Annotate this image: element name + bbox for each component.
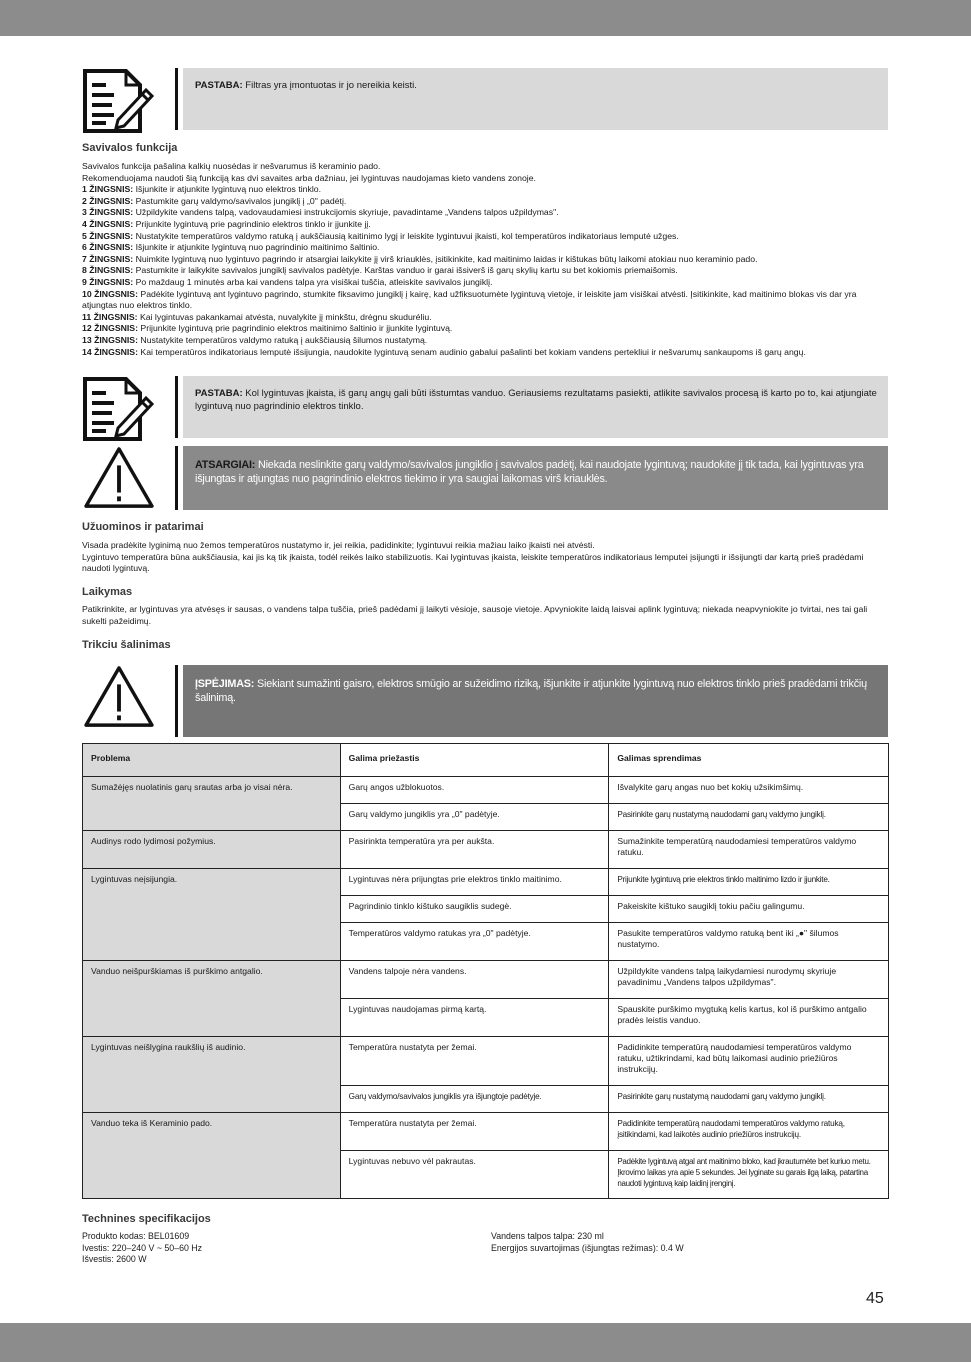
step-item: 11 ŽINGSNIS: Kai lygintuvas pakankamai atvėsta, nuvalykite jį minkštu, drėgnu skuduréliu. bbox=[82, 311, 432, 322]
note-label: PASTABA: bbox=[195, 388, 243, 399]
solution-cell: Padėkite lygintuvą atgal ant maitinimo bloko, kad įkrautumėte bet kuriuo metu. Įkrovimo laikas yra apie 5 sekundes. Jei lyginate su garais ilgą laiką, patartina naudoti lygintuvą kaip laidinį įrenginį. bbox=[609, 1151, 889, 1199]
caution-label: ATSARGIAI: bbox=[195, 459, 256, 471]
solution-cell: Sumažinkite temperatūrą naudodamiesi temperatūros valdymo ratuku. bbox=[609, 831, 889, 869]
note-self-clean bbox=[82, 376, 888, 440]
cause-cell: Temperatūros valdymo ratukas yra „0" padėtyje. bbox=[340, 923, 609, 961]
solution-cell: Pasirinkite garų nustatymą naudodami garų valdymo jungiklį. bbox=[609, 804, 889, 831]
step-item: 14 ŽINGSNIS: Kai temperatūros indikatoriaus lemputė išsijungia, naudokite lygintuvą senam audinio gabalui pašalinti bet kokiam vandens pertekliui ir nešvarumų sankaupoms iš garų angų. bbox=[82, 346, 806, 357]
step-item: 2 ŽINGSNIS: Pastumkite garų valdymo/savivalos jungiklį į „0" padėtį. bbox=[82, 195, 347, 206]
solution-cell: Išvalykite garų angas nuo bet kokių užsikimšimų. bbox=[609, 777, 889, 804]
tips-heading: Užuominos ir patarimai bbox=[82, 521, 204, 533]
cause-cell: Garų valdymo jungiklis yra „0" padėtyje. bbox=[340, 804, 609, 831]
table-row bbox=[83, 961, 889, 999]
self-clean-heading: Savivalos funkcija bbox=[82, 142, 178, 154]
problem-cell: Lygintuvas neįsijungia. bbox=[83, 869, 341, 961]
self-clean-text bbox=[82, 161, 888, 358]
warning-text: Siekiant sumažinti gaisro, elektros smūgio ar sužeidimo riziką, išjunkite ir atjunkite lygintuvą nuo elektros tinklo prieš pradėdami trikčių šalinimą. bbox=[195, 678, 867, 704]
step-item: 3 ŽINGSNIS: Užpildykite vandens talpą, vadovaudamiesi instrukcijomis skyriuje, pavadintame „Vandens talpos užpildymas". bbox=[82, 207, 559, 218]
tips-line: Visada pradėkite lyginimą nuo žemos temperatūros nustatymo ir, jei reikia, padidinkite; lygintuvui reikia mažiau laiko įkaisti nei atvėsti. bbox=[82, 540, 595, 550]
page-number: 45 bbox=[866, 1290, 884, 1307]
spec-line: Ivestis: 220–240 V ~ 50–60 Hz bbox=[82, 1242, 203, 1253]
warning-triangle-icon bbox=[82, 665, 156, 729]
solution-cell: Spauskite purškimo mygtuką kelis kartus, kol iš purškimo antgalio pradės leistis vanduo. bbox=[609, 999, 889, 1037]
solution-cell: Pasukite temperatūros valdymo ratuką bent iki „●" šilumos nustatymo. bbox=[609, 923, 889, 961]
warning-label: ĮSPĖJIMAS: bbox=[195, 678, 255, 690]
cause-cell: Temperatūra nustatyta per žemai. bbox=[340, 1113, 609, 1151]
solution-cell: Prijunkite lygintuvą prie elektros tinklo maitinimo lizdo ir įjunkite. bbox=[609, 869, 889, 896]
note-filter bbox=[82, 68, 888, 132]
table-row bbox=[83, 831, 889, 869]
step-item: 12 ŽINGSNIS: Prijunkite lygintuvą prie pagrindinio elektros maitinimo šaltinio ir įjunkite lygintuvą. bbox=[82, 323, 453, 334]
troubleshooting-table bbox=[82, 743, 889, 1199]
table-row bbox=[83, 1037, 889, 1086]
step-item: 1 ŽINGSNIS: Išjunkite ir atjunkite lygintuvą nuo elektros tinklo. bbox=[82, 184, 322, 195]
note-text: Kol lygintuvas įkaista, iš garų angų gali būti išstumtas vanduo. Geriausiems rezultatams pasiekti, atlikite savivalos procesą iš karto po to, kai atjungiate lygintuvą nuo pagrindinio elektros tinklo. bbox=[195, 388, 877, 412]
spec-line: Išvestis: 2600 W bbox=[82, 1254, 147, 1265]
storage-heading: Laikymas bbox=[82, 586, 133, 598]
note-text: Filtras yra įmontuotas ir jo nereikia keisti. bbox=[242, 80, 417, 91]
self-clean-intro: Rekomenduojama naudoti šią funkciją kas dvi savaites arba dažniau, jei lygintuvas naudojamas kieto vandens zonoje. bbox=[82, 172, 536, 183]
caution-box bbox=[82, 446, 888, 510]
step-item: 7 ŽINGSNIS: Nuimkite lygintuvą nuo lygintuvo pagrindo ir atsargiai laikykite jį virš kriauklės, įsitikinkite, kad maitinimo laidas ir kištukas būtų laikomi atokiau nuo keraminio pado. bbox=[82, 253, 758, 264]
note-document-icon bbox=[82, 376, 156, 442]
step-item: 6 ŽINGSNIS: Išjunkite ir atjunkite lygintuvą nuo pagrindinio maitinimo šaltinio. bbox=[82, 242, 380, 253]
problem-cell: Audinys rodo lydimosi požymius. bbox=[83, 831, 341, 869]
spec-line: Produkto kodas: BEL01609 bbox=[82, 1231, 190, 1241]
footer-bar bbox=[0, 1323, 971, 1362]
table-row bbox=[83, 1113, 889, 1151]
specs-heading: Technines specifikacijos bbox=[82, 1213, 211, 1225]
column-header: Problema bbox=[83, 744, 341, 777]
cause-cell: Lygintuvas naudojamas pirmą kartą. bbox=[340, 999, 609, 1037]
troubleshooting-heading: Trikciu šalinimas bbox=[82, 639, 171, 651]
problem-cell: Vanduo neišpurškiamas iš purškimo antgalio. bbox=[83, 961, 341, 1037]
caution-text: Niekada neslinkite garų valdymo/savivalos jungiklio į savivalos padėtį, kai naudojate lygintuvą; naudokite jį tik tada, kai lygintuvas yra išjungtas ir atjungtas nuo pagrindinio elektros tiekimo ir yra saugiai laikomas virš kriauklės. bbox=[195, 459, 864, 485]
column-header: Galima priežastis bbox=[340, 744, 609, 777]
header-bar bbox=[0, 0, 971, 36]
step-item: 13 ŽINGSNIS: Nustatykite temperatūros valdymo ratuką į aukščiausią šilumos nustatymą. bbox=[82, 334, 428, 345]
tips-line: Lygintuvo temperatūra būna aukščiausia, kai jis ką tik įkaista, todėl reikės laiko stabilizuotis. Kai lygintuvas įkaista, leiskite temperatūros indikatoriaus lemputei įsijungti ir išsijungti dar kartą prieš pradėdami naudoti lygintuvą. bbox=[82, 551, 864, 574]
solution-cell: Pakeiskite kištuko saugiklį tokiu pačiu galingumu. bbox=[609, 896, 889, 923]
table-row bbox=[83, 869, 889, 896]
step-item: 9 ŽINGSNIS: Po maždaug 1 minutės arba kai vandens talpa yra visiškai tuščia, atleiskite savivalos jungiklį. bbox=[82, 276, 493, 287]
problem-cell: Sumažėjęs nuolatinis garų srautas arba jo visai nėra. bbox=[83, 777, 341, 831]
note-label: PASTABA: bbox=[195, 80, 243, 91]
spec-line: Energijos suvartojimas (išjungtas režimas): 0.4 W bbox=[491, 1242, 684, 1253]
cause-cell: Garų valdymo/savivalos jungiklis yra išjungtoje padėtyje. bbox=[340, 1086, 609, 1113]
table-header-row bbox=[83, 744, 889, 777]
spec-line: Vandens talpos talpa: 230 ml bbox=[491, 1231, 604, 1241]
problem-cell: Vanduo teka iš Keraminio pado. bbox=[83, 1113, 341, 1199]
step-item: 10 ŽINGSNIS: Padėkite lygintuvą ant lygintuvo pagrindo, stumkite fiksavimo jungiklį į kairę, kad užfiksuotumėte lygintuvą vietoje, ir leiskite jam visiškai atvėsti. Įsitikinkite, kad maitinimo blokas vis dar yra atjungtas nuo elektros tinklo. bbox=[82, 288, 857, 311]
cause-cell: Pasirinkta temperatūra yra per aukšta. bbox=[340, 831, 609, 869]
cause-cell: Lygintuvas nėra prijungtas prie elektros tinklo maitinimo. bbox=[340, 869, 609, 896]
warning-box bbox=[82, 665, 888, 737]
tips-text bbox=[82, 540, 888, 575]
table-row bbox=[83, 777, 889, 804]
solution-cell: Padidinkite temperatūrą naudodamiesi temperatūros valdymo ratuku, užtikrindami, kad būtų laikomasi audinio priežiūros instrukcijų. bbox=[609, 1037, 889, 1086]
step-item: 8 ŽINGSNIS: Pastumkite ir laikykite savivalos jungiklį savivalos padėtyje. Karštas vanduo ir garai išsiverš iš garų skylių kartu su bet kokiomis priemaišomis. bbox=[82, 265, 678, 276]
storage-text: Patikrinkite, ar lygintuvas yra atvėsęs ir sausas, o vandens talpa tuščia, prieš padėdami jį laikyti vėsioje, sausoje vietoje. Apvyniokite laidą laisvai aplink lygintuvą; niekada neapvyniokite jo tvirtai, nes tai gali sukelti pažeidimų. bbox=[82, 604, 868, 626]
note-document-icon bbox=[82, 68, 156, 134]
warning-triangle-icon bbox=[82, 446, 156, 510]
cause-cell: Vandens talpoje nėra vandens. bbox=[340, 961, 609, 999]
cause-cell: Temperatūra nustatyta per žemai. bbox=[340, 1037, 609, 1086]
specs-left bbox=[82, 1231, 202, 1266]
cause-cell: Garų angos užblokuotos. bbox=[340, 777, 609, 804]
solution-cell: Užpildykite vandens talpą laikydamiesi nurodymų skyriuje pavadinimu „Vandens talpos užpildymas". bbox=[609, 961, 889, 999]
column-header: Galimas sprendimas bbox=[609, 744, 889, 777]
solution-cell: Padidinkite temperatūrą naudodami temperatūros valdymo ratuką, įsitikindami, kad laikotės audinio priežiūros instrukcijų. bbox=[609, 1113, 889, 1151]
step-item: 4 ŽINGSNIS: Prijunkite lygintuvą prie pagrindinio elektros tinklo ir įjunkite jį. bbox=[82, 218, 371, 229]
cause-cell: Lygintuvas nebuvo vėl pakrautas. bbox=[340, 1151, 609, 1199]
solution-cell: Pasirinkite garų nustatymą naudodami garų valdymo jungiklį. bbox=[609, 1086, 889, 1113]
self-clean-intro: Savivalos funkcija pašalina kalkių nuosėdas ir nešvarumus iš keraminio pado. bbox=[82, 161, 381, 171]
cause-cell: Pagrindinio tinklo kištuko saugiklis sudegė. bbox=[340, 896, 609, 923]
specs-right bbox=[491, 1231, 684, 1254]
step-item: 5 ŽINGSNIS: Nustatykite temperatūros valdymo ratuką į aukščiausią kaitinimo lygį ir leiskite lygintuvui įkaisti, kol temperatūros indikatoriaus lemputė užges. bbox=[82, 230, 679, 241]
problem-cell: Lygintuvas neišlygina raukšlių iš audinio. bbox=[83, 1037, 341, 1113]
